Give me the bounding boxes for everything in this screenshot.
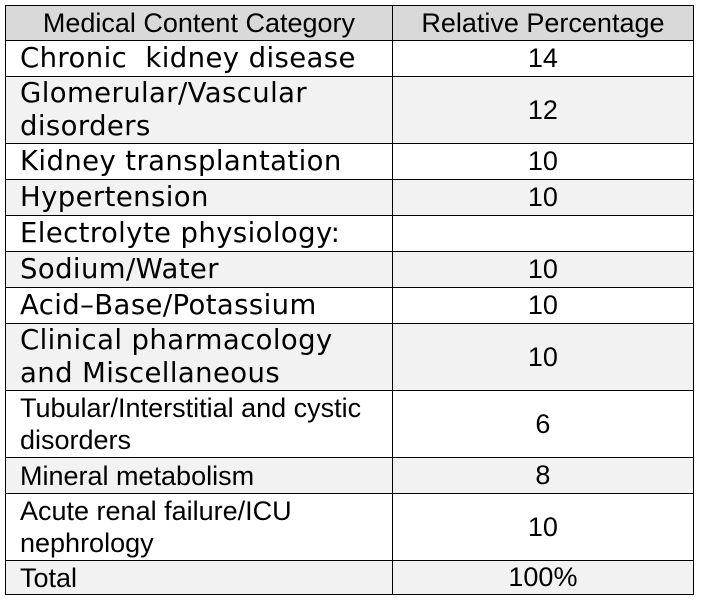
percentage-cell: 14 xyxy=(392,41,693,77)
percentage-cell: 10 xyxy=(392,324,693,391)
category-cell: Glomerular/Vascular disorders xyxy=(6,77,393,144)
category-cell: Electrolyte physiology: xyxy=(6,216,393,252)
header-row xyxy=(6,6,694,41)
category-cell: Chronic kidney disease xyxy=(6,41,393,77)
percentage-cell: 10 xyxy=(392,144,693,180)
category-cell: Kidney transplantation xyxy=(6,144,393,180)
table-row xyxy=(6,324,694,391)
header-percentage: Relative Percentage xyxy=(392,6,693,41)
percentage-cell: 10 xyxy=(392,252,693,288)
table-row xyxy=(6,458,694,494)
table-row xyxy=(6,41,694,77)
category-cell: Mineral metabolism xyxy=(6,458,393,494)
total-row xyxy=(6,561,694,595)
table-row xyxy=(6,252,694,288)
table-row xyxy=(6,288,694,324)
percentage-cell: 10 xyxy=(392,494,693,561)
table-row xyxy=(6,216,694,252)
category-cell: Acid–Base/Potassium xyxy=(6,288,393,324)
table-row xyxy=(6,494,694,561)
percentage-cell: 10 xyxy=(392,288,693,324)
category-cell: Tubular/Interstitial and cystic disorders xyxy=(6,391,393,458)
category-cell: Clinical pharmacology and Miscellaneous xyxy=(6,324,393,391)
content-category-table xyxy=(5,5,694,595)
category-cell: Hypertension xyxy=(6,180,393,216)
percentage-cell: 8 xyxy=(392,458,693,494)
table-row xyxy=(6,77,694,144)
table-row xyxy=(6,391,694,458)
percentage-cell xyxy=(392,216,693,252)
total-value: 100% xyxy=(392,561,693,595)
header-category: Medical Content Category xyxy=(6,6,393,41)
percentage-cell: 10 xyxy=(392,180,693,216)
percentage-cell: 6 xyxy=(392,391,693,458)
category-cell: Acute renal failure/ICU nephrology xyxy=(6,494,393,561)
table-row xyxy=(6,144,694,180)
category-cell: Sodium/Water xyxy=(6,252,393,288)
table-row xyxy=(6,180,694,216)
total-label: Total xyxy=(6,561,393,595)
percentage-cell: 12 xyxy=(392,77,693,144)
